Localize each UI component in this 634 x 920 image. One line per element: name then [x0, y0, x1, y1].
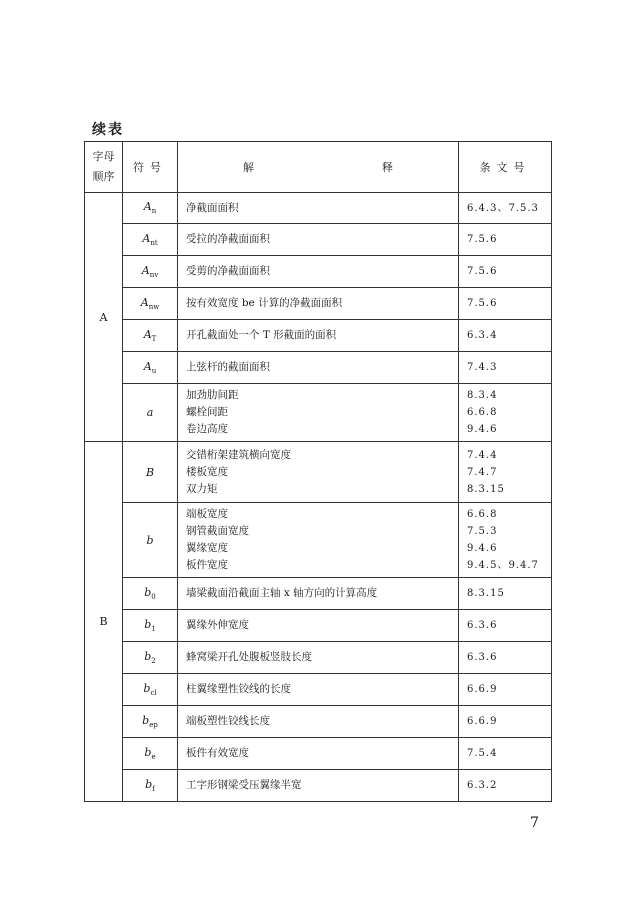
symbol-cell: [123, 442, 178, 503]
reference-line: 9.4.5、9.4.7: [467, 560, 539, 571]
explanation-line: 卷边高度: [186, 423, 228, 435]
explanation-line: 翼缘宽度: [186, 542, 228, 554]
explanation-line: 加劲肋间距: [186, 389, 239, 401]
explanation-cell: [178, 610, 459, 642]
reference-line: 7.5.6: [467, 266, 498, 277]
reference-line: 6.6.9: [467, 684, 498, 695]
reference-line: 6.6.9: [467, 716, 498, 727]
symbol-base: b: [144, 745, 152, 759]
explanation-cell: [178, 442, 459, 503]
reference-line: 8.3.15: [467, 483, 505, 495]
explanation-line: 端板塑性铰线长度: [186, 715, 270, 727]
symbol-subscript: nw: [148, 303, 160, 312]
explanation-line: 交错桁架建筑横向宽度: [186, 448, 291, 461]
reference-line: 7.5.6: [467, 298, 498, 309]
explanation-cell: [178, 674, 459, 706]
symbol-subscript: f: [152, 785, 155, 794]
explanation-cell: [178, 193, 459, 224]
symbol-cell: [123, 384, 178, 442]
symbol-cell: [123, 503, 178, 578]
symbol-cell: [123, 224, 178, 256]
explanation-cell: [178, 384, 459, 442]
symbol-base: A: [141, 263, 150, 277]
symbol-subscript: u: [151, 367, 157, 376]
explanation-line: 工字形钢梁受压翼缘半宽: [186, 779, 302, 791]
reference-line: 9.4.6: [467, 424, 498, 435]
symbol-cell: [123, 578, 178, 610]
explanation-cell: [178, 578, 459, 610]
table-row: [85, 193, 552, 224]
explanation-line: 柱翼缘塑性铰线的长度: [186, 683, 291, 695]
header-symbol: 符号: [123, 142, 178, 193]
symbol-cell: [123, 610, 178, 642]
reference-line: 7.4.4: [467, 449, 498, 461]
reference-line: 6.6.8: [467, 509, 498, 520]
symbol-subscript: 0: [151, 593, 156, 602]
reference-line: 6.3.6: [467, 620, 498, 631]
explanation-line: 上弦杆的截面面积: [186, 361, 270, 373]
explanation-cell: [178, 503, 459, 578]
reference-cell: [459, 224, 552, 256]
reference-cell: [459, 384, 552, 442]
symbol-base: b: [143, 681, 151, 695]
reference-cell: [459, 578, 552, 610]
group-letter: B: [85, 442, 123, 802]
symbol-table: [84, 141, 552, 802]
symbol-base: b: [142, 713, 150, 727]
symbol-base: A: [143, 327, 152, 341]
explanation-cell: [178, 256, 459, 288]
symbol-cell: [123, 706, 178, 738]
symbol-subscript: 1: [151, 625, 156, 634]
explanation-line: 受拉的净截面面积: [186, 233, 270, 245]
table-row: [85, 610, 552, 642]
reference-cell: [459, 642, 552, 674]
symbol-subscript: 2: [151, 657, 156, 666]
symbol-base: A: [140, 295, 149, 309]
reference-line: 6.4.3、7.5.3: [467, 202, 539, 214]
table-header-row: [85, 142, 552, 193]
explanation-cell: [178, 642, 459, 674]
header-explanation-text: 解 释: [243, 161, 393, 174]
table-caption: 续表: [92, 122, 124, 138]
explanation-line: 净截面面积: [186, 201, 239, 214]
explanation-cell: [178, 352, 459, 384]
symbol-cell: [123, 674, 178, 706]
symbol-base: b: [144, 617, 152, 631]
header-explanation: [178, 142, 459, 193]
symbol-base: B: [145, 465, 155, 479]
table-row: [85, 503, 552, 578]
table-row: [85, 738, 552, 770]
symbol-base: A: [142, 231, 151, 245]
table-row: [85, 770, 552, 802]
reference-line: 6.6.8: [467, 407, 498, 418]
reference-cell: [459, 352, 552, 384]
reference-cell: [459, 442, 552, 503]
symbol-base: b: [144, 585, 152, 599]
reference-line: 8.3.4: [467, 390, 498, 401]
reference-cell: [459, 674, 552, 706]
symbol-cell: [123, 352, 178, 384]
explanation-line: 墙梁截面沿截面主轴 x 轴方向的计算高度: [186, 587, 378, 599]
table-body: [85, 193, 552, 802]
group-letter: A: [85, 193, 123, 442]
symbol-cell: [123, 320, 178, 352]
explanation-line: 板件有效宽度: [186, 747, 249, 759]
table-row: [85, 642, 552, 674]
reference-cell: [459, 288, 552, 320]
symbol-cell: [123, 256, 178, 288]
explanation-cell: [178, 320, 459, 352]
symbol-subscript: nv: [149, 271, 159, 280]
explanation-line: 楼板宽度: [186, 465, 228, 478]
explanation-line: 板件宽度: [186, 559, 228, 571]
explanation-line: 双力矩: [186, 482, 218, 495]
reference-line: 8.3.15: [467, 588, 505, 599]
reference-cell: [459, 193, 552, 224]
explanation-line: 钢管截面宽度: [186, 525, 249, 537]
explanation-cell: [178, 706, 459, 738]
reference-cell: [459, 256, 552, 288]
explanation-cell: [178, 224, 459, 256]
table-row: [85, 320, 552, 352]
reference-line: 7.5.3: [467, 526, 498, 537]
table-row: [85, 442, 552, 503]
symbol-subscript: n: [151, 207, 157, 216]
reference-cell: [459, 738, 552, 770]
explanation-line: 受剪的净截面面积: [186, 265, 270, 277]
symbol-cell: [123, 642, 178, 674]
symbol-cell: [123, 193, 178, 224]
symbol-subscript: e: [151, 753, 156, 762]
explanation-line: 按有效宽度 be 计算的净截面面积: [186, 297, 343, 309]
table-row: [85, 288, 552, 320]
explanation-cell: [178, 738, 459, 770]
symbol-base: b: [145, 777, 153, 791]
reference-line: 6.3.2: [467, 780, 498, 791]
explanation-line: 端板宽度: [186, 508, 228, 520]
explanation-line: 螺栓间距: [186, 406, 228, 418]
reference-cell: [459, 610, 552, 642]
reference-cell: [459, 706, 552, 738]
explanation-cell: [178, 288, 459, 320]
symbol-subscript: nt: [150, 239, 158, 248]
header-order-line2: 顺序: [92, 170, 115, 183]
symbol-base: b: [144, 649, 152, 663]
reference-line: 7.5.4: [467, 748, 498, 759]
symbol-base: b: [146, 533, 154, 547]
header-reference: 条文号: [459, 142, 552, 193]
symbol-base: A: [143, 359, 152, 373]
explanation-line: 翼缘外伸宽度: [186, 619, 249, 631]
table-row: [85, 578, 552, 610]
symbol-cell: [123, 288, 178, 320]
explanation-cell: [178, 770, 459, 802]
reference-line: 6.3.4: [467, 330, 498, 341]
symbol-subscript: cl: [150, 689, 157, 698]
symbol-cell: [123, 738, 178, 770]
explanation-line: 蜂窝梁开孔处腹板竖肢长度: [186, 651, 312, 663]
reference-line: 7.4.3: [467, 362, 498, 373]
reference-cell: [459, 320, 552, 352]
table-row: [85, 352, 552, 384]
reference-cell: [459, 503, 552, 578]
table-row: [85, 706, 552, 738]
symbol-base: a: [146, 406, 154, 419]
reference-line: 9.4.6: [467, 543, 498, 554]
header-letter-order: [85, 142, 123, 193]
table-row: [85, 674, 552, 706]
page-number: 7: [530, 815, 539, 831]
explanation-line: 开孔截面处一个 T 形截面的面积: [186, 329, 337, 341]
reference-cell: [459, 770, 552, 802]
symbol-cell: [123, 770, 178, 802]
reference-line: 6.3.6: [467, 652, 498, 663]
symbol-subscript: T: [151, 335, 157, 344]
symbol-base: A: [143, 200, 152, 214]
table-row: [85, 256, 552, 288]
reference-line: 7.5.6: [467, 234, 498, 245]
symbol-subscript: ep: [149, 721, 158, 730]
header-order-line1: 字母: [92, 150, 115, 163]
reference-line: 7.4.7: [467, 466, 498, 478]
table-row: [85, 384, 552, 442]
table-row: [85, 224, 552, 256]
